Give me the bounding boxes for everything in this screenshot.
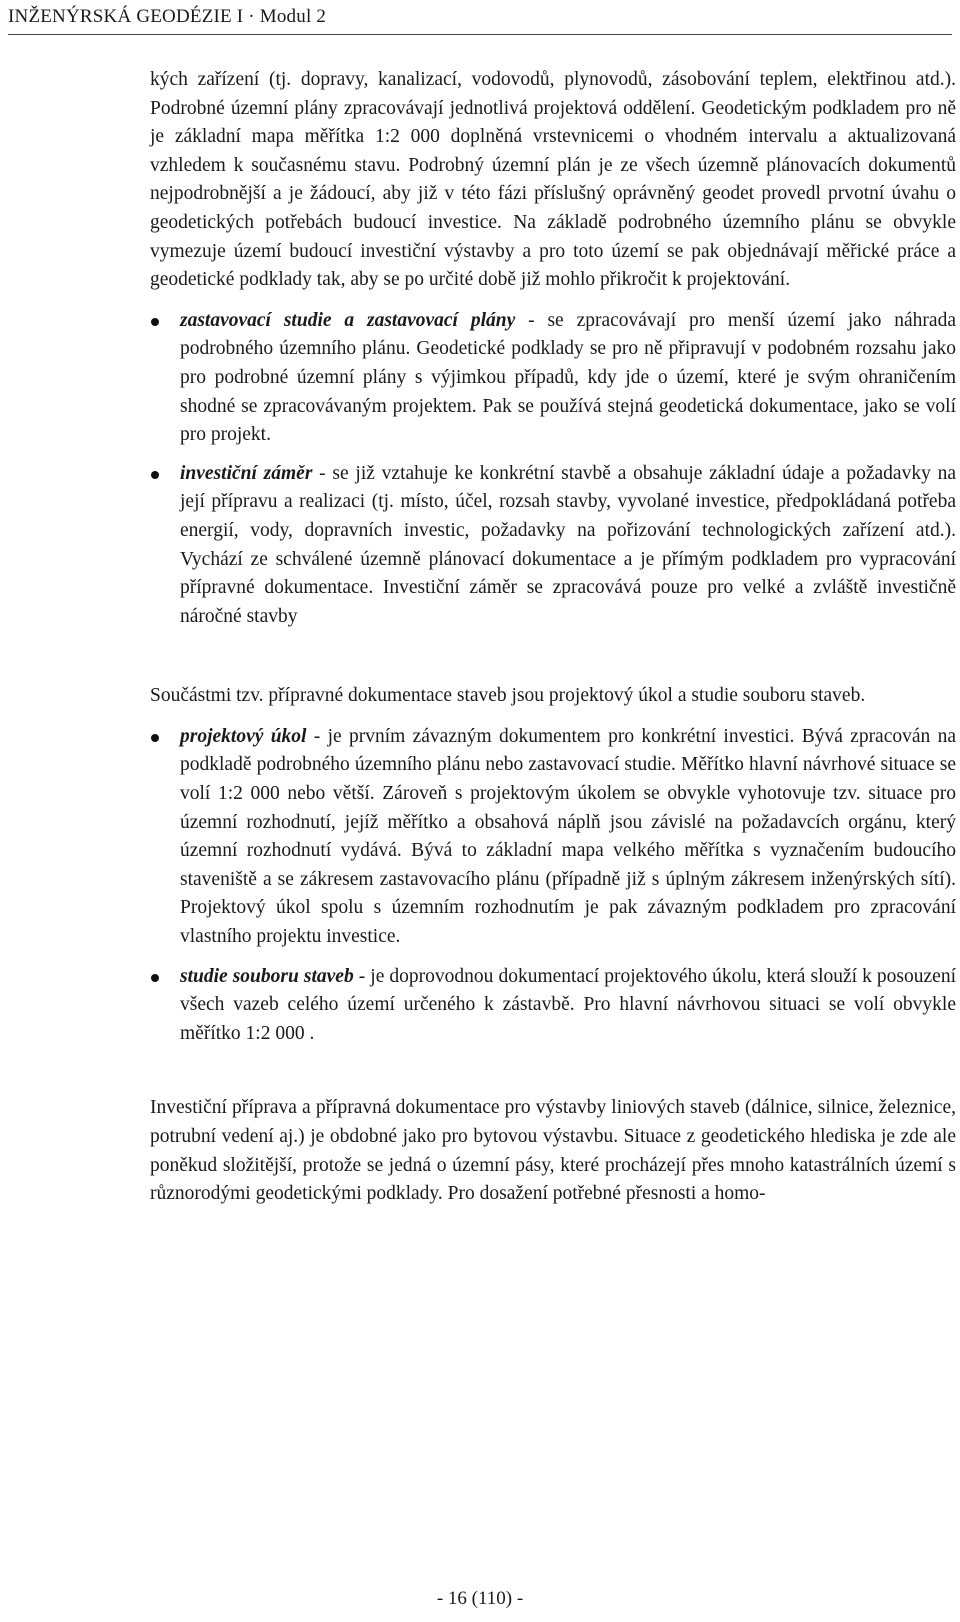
bullet-term: projektový úkol <box>180 725 307 747</box>
intro-paragraph: kých zařízení (tj. dopravy, kanalizací, vodovodů, plynovodů, zásobování teplem, elektřinou atd.). Podrobné územní plány zpracovávají jednotlivá projektová oddělení. Geodetickým podkladem pro ně je základní mapa měřítka 1:2 000 doplněná vrstevnicemi o vhodném intervalu a aktualizovaná vzhledem k současnému stavu. Podrobný územní plán je ze všech územně plánovacích dokumentů nejpodrobnější a je žádoucí, aby již v této fázi příslušný oprávněný geodet provedl prvotní úvahu o geodetických potřebách budoucí investice. Na základě podrobného územního plánu se obvykle vymezuje území budoucí investiční výstavby a pro toto území se pak objednávají měřické práce a geodetické podklady tak, aby se po určité době již mohlo přikročit k projektování. <box>150 69 956 291</box>
bullet-item-studie-souboru-staveb <box>150 963 956 1049</box>
bullet-term: investiční záměr <box>180 462 313 484</box>
bullet-dot-icon <box>151 974 159 982</box>
bullet-item-zastavovaci-studie <box>150 307 956 450</box>
page-number: - 16 (110) - <box>436 1588 524 1609</box>
bullet-dot-icon <box>151 318 159 326</box>
bullet-dot-icon <box>151 471 159 479</box>
page-body <box>150 66 956 1209</box>
components-intro-paragraph: Součástmi tzv. přípravné dokumentace staveb jsou projektový úkol a studie souboru staveb. <box>150 685 866 707</box>
bullet-term: zastavovací studie a zastavovací plány <box>180 309 516 331</box>
bullet-item-projektovy-ukol <box>150 723 956 952</box>
bullet-text: - je doprovodnou dokumentací projektového úkolu, která slouží k posouzení všech vazeb celého území určeného k zástavbě. Pro hlavní návrhovou situaci se volí obvykle měřítko 1:2 000 . <box>180 965 956 1044</box>
running-header <box>8 4 952 35</box>
bullet-text: - se zpracovávají pro menší území jako náhrada podrobného územního plánu. Geodetické podklady se pro ně připravují v podobném rozsahu jako pro podrobné územní plány s výjimkou případů, kdy jde o území, které je svým ohraničením shodné se zpracovávaným projektem. Pak se používá stejná geodetická dokumentace, jako se volí pro projekt. <box>180 309 956 446</box>
bullet-text: - se již vztahuje ke konkrétní stavbě a obsahuje základní údaje a požadavky na její přípravu a realizaci (tj. místo, účel, rozsah stavby, vyvolané investice, předpokládaná potřeba energií, vody, dopravních investic, požadavky na pořizování technologických zařízení atd.). Vychází ze schválené územně plánovací dokumentace a je přímým podkladem pro vypracování přípravné dokumentace. Investiční záměr se zpracovává pouze pro velké a zvláště investičně náročné stavby <box>180 462 956 627</box>
bullet-item-investicni-zamer <box>150 460 956 632</box>
bullet-dot-icon <box>151 734 159 742</box>
bullet-term: studie souboru staveb <box>180 965 354 987</box>
bullet-text: - je prvním závazným dokumentem pro konkrétní investici. Bývá zpracován na podkladě podrobného územního plánu nebo zastavovací studie. Měřítko hlavní návrhové situace se volí 1:2 000 nebo větší. Zároveň s projektovým úkolem se obvykle vyhotovuje tzv. situace pro územní rozhodnutí, jejíž měřítko a obsahová náplň jsou závislé na požadavcích orgánu, který územní rozhodnutí vydává. Bývá to základní mapa velkého měřítka s vyznačením budoucího staveniště a se zákresem zastavovacího plánu (případně již s úplným zákresem inženýrských sítí). Projektový úkol spolu s územním rozhodnutím je pak závazným podkladem pro zpracování vlastního projektu investice. <box>180 725 956 948</box>
closing-paragraph: Investiční příprava a přípravná dokumentace pro výstavby liniových staveb (dálnice, silnice, železnice, potrubní vedení aj.) je obdobné jako pro bytovou výstavbu. Situace z geodetického hlediska je zde ale poněkud složitější, protože se jedná o územní pásy, které procházejí přes mnoho katastrálních území s různorodými geodetickými podklady. Pro dosažení potřebné přesnosti a homo- <box>150 1097 956 1205</box>
header-title: INŽENÝRSKÁ GEODÉZIE I · Modul 2 <box>8 6 327 27</box>
